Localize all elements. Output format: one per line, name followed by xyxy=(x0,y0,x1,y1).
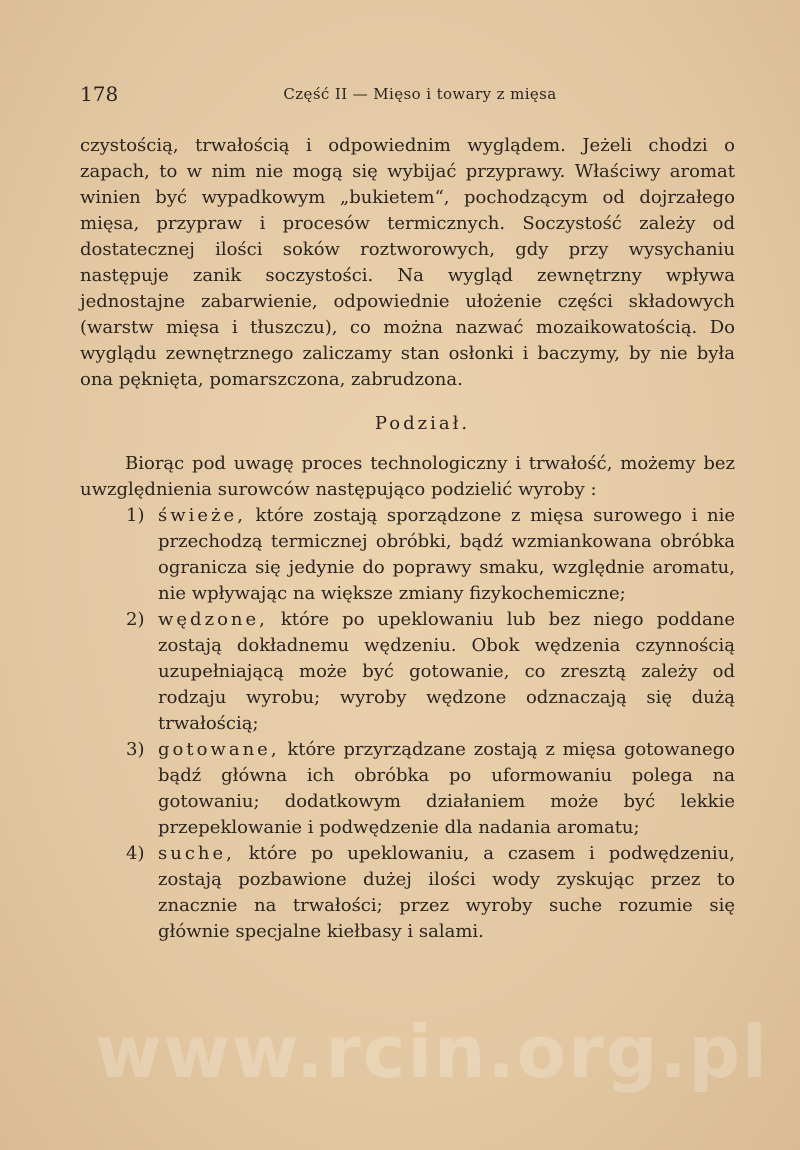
list-item xyxy=(80,841,735,945)
list-description: które zostają sporządzone z mięsa surowego i nie przechodzą termicznej obróbki, bądź wzmiankowana obróbka ogranicza się jedynie do poprawy smaku, względnie aromatu, nie wpływając na większe zmiany fizykochemiczne; xyxy=(158,505,735,604)
list-term: świeże, xyxy=(158,505,246,526)
page-header xyxy=(80,82,740,112)
list-number: 2) xyxy=(126,609,145,630)
paragraph-quality: czystością, trwałością i odpowiednim wyglądem. Jeżeli chodzi o zapach, to w nim nie mogą się wybijać przyprawy. Właściwy aromat winien być wypadkowym „bukietem“, pochodzącym od dojrzałego mięsa, przypraw i procesów termicznych. Soczystość zależy od dostatecznej ilości soków roztworowych, gdy przy wysychaniu następuje zanik soczystości. Na wygląd zewnętrzny wpływa jednostajne zabarwienie, odpowiednie ułożenie części składowych (warstw mięsa i tłuszczu), co można nazwać mozaikowatością. Do wyglądu zewnętrznego zaliczamy stan osłonki i baczymy, by nie była ona pęknięta, pomarszczona, zabrudzona. xyxy=(80,135,735,390)
list-description: które po upeklowaniu lub bez niego poddane zostają dokładnemu wędzeniu. Obok wędzenia czynnością uzupełniającą może być gotowanie, co zresztą zależy od rodzaju wyrobu; wyroby wędzone odznaczają się dużą trwałością; xyxy=(158,609,735,734)
list-term: suche, xyxy=(158,843,235,864)
running-title: Część II — Mięso i towary z mięsa xyxy=(283,85,557,103)
paragraph-classification: Biorąc pod uwagę proces technologiczny i trwałość, możemy bez uwzględnienia surowców następująco podzielić wyroby : xyxy=(80,453,735,500)
list-item xyxy=(80,607,735,737)
list-item xyxy=(80,737,735,841)
list-description: które przyrządzane zostają z mięsa gotowanego bądź główna ich obróbka po uformowaniu polega na gotowaniu; dodatkowym działaniem może być lekkie przepeklowanie i podwędzenie dla nadania aromatu; xyxy=(158,739,735,838)
list-item xyxy=(80,503,735,607)
product-categories-list xyxy=(80,503,735,945)
list-term: gotowane, xyxy=(158,739,280,760)
watermark: www.rcin.org.pl xyxy=(95,1010,769,1094)
list-term: wędzone, xyxy=(158,609,268,630)
list-number: 3) xyxy=(126,739,145,760)
list-number: 1) xyxy=(126,505,145,526)
page-number: 178 xyxy=(80,82,119,106)
body-text xyxy=(80,133,735,945)
section-heading: Podział. xyxy=(374,413,471,434)
list-number: 4) xyxy=(126,843,145,864)
list-description: które po upeklowaniu, a czasem i podwędzeniu, zostają pozbawione dużej ilości wody zyskując przez to znacznie na trwałości; przez wyroby suche rozumie się głównie specjalne kiełbasy i salami. xyxy=(158,843,735,942)
